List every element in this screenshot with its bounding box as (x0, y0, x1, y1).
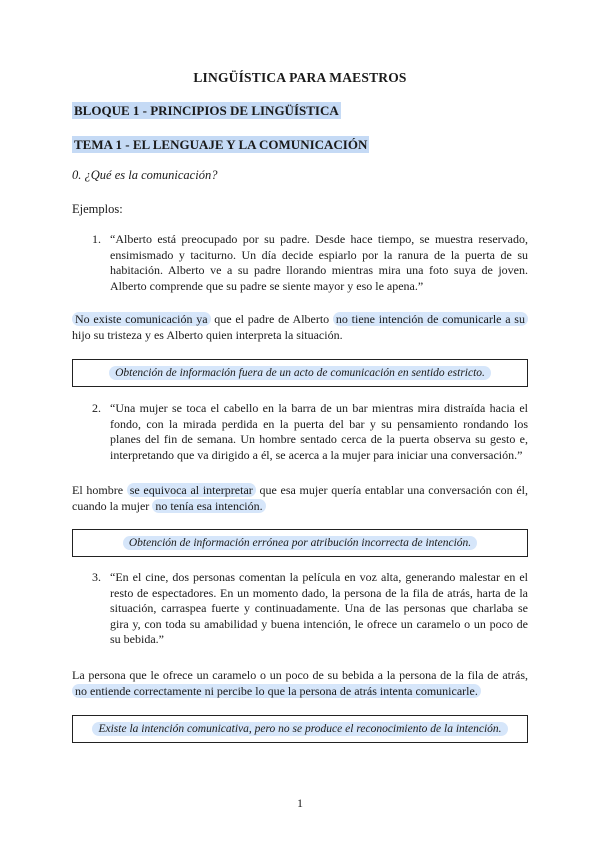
example-2 (92, 401, 528, 463)
conclusion-box-1 (72, 359, 528, 387)
text-run: El hombre (72, 483, 127, 497)
conclusion-text: Obtención de información errónea por atribución incorrecta de intención. (123, 536, 477, 550)
text-run: que el padre de Alberto (210, 312, 333, 326)
example-1 (92, 232, 528, 294)
topic-heading (72, 137, 369, 153)
example-3 (92, 570, 528, 648)
example-text: “Alberto está preocupado por su padre. Desde hace tiempo, se muestra reservado, ensimismado y taciturno. Un día decide espiarlo por la ranura de la puerta de su habitación. Alberto ve a su padre llorando mientras mira una foto suya de joven. Alberto comprende que su padre se siente mayor y eso le apena.” (110, 232, 528, 293)
text-run: que esa mujer quería entablar una conversación con él, cuando la mujer (72, 483, 528, 513)
conclusion-text: Obtención de información fuera de un acto de comunicación en sentido estricto. (109, 366, 491, 380)
highlight: no entiende correctamente ni percibe lo que la persona de atrás intenta comunicarle. (72, 684, 481, 698)
example-3-explanation (72, 667, 528, 699)
page-number: 1 (297, 796, 303, 810)
question-heading: 0. ¿Qué es la comunicación? (72, 168, 218, 182)
example-text: “En el cine, dos personas comentan la película en voz alta, generando malestar en el resto de espectadores. En un momento dado, la persona de la fila de atrás, harta de la situación, carraspea fuerte y continuadamente. Una de las personas que charlaba se gira y, con toda su amabilidad y buena intención, le ofrece un caramelo o un poco de su bebida.” (110, 570, 528, 647)
example-text: “Una mujer se toca el cabello en la barra de un bar mientras mira distraída hacia el fondo, con la mirada perdida en la puerta del bar y su pensamiento rondando los planes del fin de semana. Un hombre sentado cerca de la puerta observa su gesto e, interpretando que va dirigido a él, se acerca a la mujer para iniciar una conversación.” (110, 401, 528, 462)
example-number: 3. (92, 570, 101, 584)
examples-label: Ejemplos: (72, 202, 123, 216)
example-1-explanation (72, 311, 528, 343)
conclusion-box-3 (72, 715, 528, 743)
example-number: 1. (92, 232, 101, 246)
conclusion-box-2 (72, 529, 528, 557)
topic-heading-text: TEMA 1 - EL LENGUAJE Y LA COMUNICACIÓN (74, 137, 368, 152)
text-run: La persona que le ofrece un caramelo o un poco de su bebida a la persona de la fila de atrás, (72, 668, 528, 682)
highlight: No existe comunicación ya (72, 312, 211, 326)
highlight: no tenía esa intención. (152, 499, 265, 513)
example-number: 2. (92, 401, 101, 415)
highlight: se equivoca al interpretar (127, 483, 256, 497)
example-2-explanation (72, 482, 528, 514)
block-heading-text: BLOQUE 1 - PRINCIPIOS DE LINGÜÍSTICA (74, 103, 339, 118)
block-heading (72, 103, 341, 119)
document-title: LINGÜÍSTICA PARA MAESTROS (193, 70, 407, 85)
conclusion-text: Existe la intención comunicativa, pero no se produce el reconocimiento de la intención. (92, 722, 507, 736)
highlight: no tiene intención de comunicarle a su (333, 312, 528, 326)
text-run: hijo su tristeza y es Alberto quien interpreta la situación. (72, 328, 343, 342)
